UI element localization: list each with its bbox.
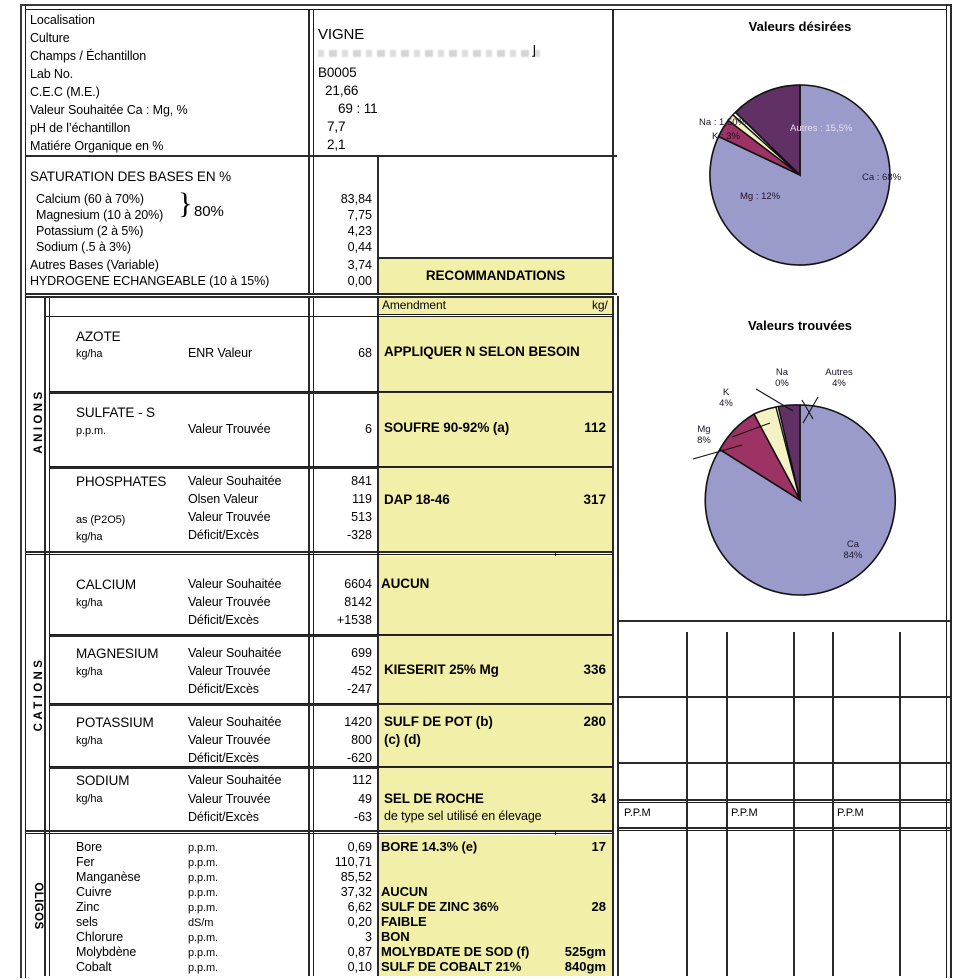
reco-calcium-line-0: AUCUN bbox=[381, 576, 430, 591]
cation-potassium-name: POTASSIUM bbox=[76, 715, 154, 730]
cation-sodium-value-0: 112 bbox=[352, 773, 372, 787]
cation-sodium-name: SODIUM bbox=[76, 773, 130, 788]
sat-label-4: Autres Bases (Variable) bbox=[30, 258, 159, 272]
amendment-header-bottom bbox=[377, 314, 613, 315]
ppm-label-2: P.P.M bbox=[731, 807, 758, 819]
cation-magnesium-unit: kg/ha bbox=[76, 666, 103, 678]
oligos-value-7: 0,87 bbox=[347, 945, 372, 959]
pie2-label-mg: Mg 8% bbox=[697, 424, 711, 446]
cation-sodium-unit: kg/ha bbox=[76, 793, 103, 805]
header-col-sep-c bbox=[612, 10, 614, 155]
pie2-label-autres: Autres 4% bbox=[825, 367, 853, 389]
cation-calcium-label-1: Valeur Trouvée bbox=[188, 595, 271, 609]
sat-value-3: 0,44 bbox=[347, 240, 372, 254]
oligos-reco-5: FAIBLE bbox=[381, 914, 427, 929]
saturation-title: SATURATION DES BASES EN % bbox=[30, 169, 232, 184]
chart-2-title: Valeurs trouvées bbox=[747, 318, 853, 333]
pie2-label-na: Na 0% bbox=[775, 367, 789, 389]
cation-potassium-label-2: Déficit/Excès bbox=[188, 751, 259, 765]
anion-azote-name: AZOTE bbox=[76, 329, 121, 344]
anion-phosphates-label-2: Valeur Trouvée bbox=[188, 510, 271, 524]
reco-banner-top bbox=[377, 257, 613, 259]
anion-phosphates-unit: as (P2O5) bbox=[76, 514, 126, 526]
reco-potassium-line-0: SULF DE POT (b) bbox=[384, 714, 493, 729]
oligos-value-3: 37,32 bbox=[340, 885, 372, 899]
frame-right-outer bbox=[950, 4, 952, 978]
sat-label-0: Calcium (60 à 70%) bbox=[36, 192, 144, 206]
oligos-unit-5: dS/m bbox=[188, 917, 214, 929]
pie2-label-k: K 4% bbox=[719, 387, 733, 409]
header-label-6: pH de l’échantillon bbox=[30, 121, 131, 135]
oligos-unit-4: p.p.m. bbox=[188, 902, 218, 914]
header-value-mo: 2,1 bbox=[327, 137, 346, 152]
oligos-value-8: 0,10 bbox=[347, 960, 372, 974]
sat-col-sep-d bbox=[612, 157, 614, 293]
header-col-sep-a bbox=[308, 10, 310, 155]
pie1-label-na: Na : 1,50% bbox=[699, 117, 746, 128]
anion-sulfate-name: SULFATE - S bbox=[76, 405, 155, 420]
saturation-brace-note: 80% bbox=[194, 203, 224, 220]
anion-phosphates-label-1: Olsen Valeur bbox=[188, 492, 259, 506]
anion-sulfate-unit: p.p.m. bbox=[76, 425, 106, 437]
oligos-reco-value-7: 525gm bbox=[564, 944, 606, 959]
grid-v1 bbox=[686, 632, 688, 976]
cation-sodium-value-2: -63 bbox=[353, 810, 372, 824]
section-label-oligos: OLIGOS bbox=[32, 882, 44, 930]
oligos-unit-2: p.p.m. bbox=[188, 872, 218, 884]
oligos-reco-8: SULF DE COBALT 21% bbox=[381, 959, 522, 974]
pie2-label-ca: Ca 84% bbox=[843, 539, 863, 561]
cation-sodium-label-0: Valeur Souhaitée bbox=[188, 773, 282, 787]
grid-v2 bbox=[726, 632, 728, 976]
reco-sulfate-value: 112 bbox=[584, 420, 606, 435]
reco-sulfate-line-0: SOUFRE 90-92% (a) bbox=[384, 420, 510, 435]
cation-magnesium-label-1: Valeur Trouvée bbox=[188, 664, 271, 678]
oligos-reco-3: AUCUN bbox=[381, 884, 428, 899]
reco-bg-phosphates bbox=[379, 468, 612, 551]
anion-azote-line-value: 68 bbox=[358, 346, 372, 360]
oligos-unit-7: p.p.m. bbox=[188, 947, 218, 959]
anion-phosphates-label-3: Déficit/Excès bbox=[188, 528, 259, 542]
reco-sodium-line-0: SEL DE ROCHE bbox=[384, 791, 484, 806]
oligos-unit-3: p.p.m. bbox=[188, 887, 218, 899]
row-sep-cations-end2 bbox=[25, 833, 613, 834]
cation-sodium-label-2: Déficit/Excès bbox=[188, 810, 259, 824]
oligos-name-1: Fer bbox=[76, 855, 95, 869]
oligos-name-3: Cuivre bbox=[76, 885, 112, 899]
sat-label-1: Magnesium (10 à 20%) bbox=[36, 208, 164, 222]
header-value-camg: 69 : 11 bbox=[338, 101, 378, 116]
cation-magnesium-value-0: 699 bbox=[351, 646, 372, 660]
oligos-name-4: Zinc bbox=[76, 900, 100, 914]
header-value-culture: VIGNE bbox=[318, 26, 365, 43]
sat-value-4: 3,74 bbox=[347, 258, 372, 272]
oligos-reco-value-8: 840gm bbox=[564, 959, 606, 974]
cation-potassium-label-0: Valeur Souhaitée bbox=[188, 715, 282, 729]
ppm-label-0: P.P.M bbox=[624, 807, 651, 819]
oligos-value-5: 0,20 bbox=[347, 915, 372, 929]
oligos-reco-7: MOLYBDATE DE SOD (f) bbox=[381, 944, 530, 959]
anion-phosphates-value-0: 841 bbox=[351, 474, 372, 488]
cation-calcium-value-0: 6604 bbox=[344, 577, 372, 591]
section-label-anions: ANIONS bbox=[33, 388, 45, 454]
cation-calcium-name: CALCIUM bbox=[76, 577, 137, 592]
grid-top bbox=[617, 620, 950, 622]
oligos-reco-value-0: 17 bbox=[591, 839, 606, 854]
reco-magnesium-value: 336 bbox=[583, 662, 606, 677]
header-value-redaction-mark: ⌋ bbox=[531, 43, 536, 58]
amendment-header-label: Amendment bbox=[382, 298, 446, 312]
oligos-name-8: Cobalt bbox=[76, 960, 112, 974]
oligos-value-0: 0,69 bbox=[347, 840, 372, 854]
reco-potassium-value: 280 bbox=[583, 714, 606, 729]
header-label-0: Localisation bbox=[30, 13, 95, 27]
cation-potassium-value-1: 800 bbox=[351, 733, 372, 747]
grid-v5 bbox=[899, 632, 901, 976]
reco-sodium-line-1: de type sel utilisé en élevage bbox=[384, 809, 542, 823]
sat-value-5: 0,00 bbox=[347, 274, 372, 288]
anion-phosphates-name: PHOSPHATES bbox=[76, 474, 167, 489]
cation-magnesium-label-2: Déficit/Excès bbox=[188, 682, 259, 696]
oligos-unit-6: p.p.m. bbox=[188, 932, 218, 944]
oligos-name-7: Molybdène bbox=[76, 945, 137, 959]
anion-azote-line-label: ENR Valeur bbox=[188, 346, 253, 360]
anion-azote-unit: kg/ha bbox=[76, 348, 103, 360]
header-label-7: Matiére Organique en % bbox=[30, 139, 164, 153]
cation-magnesium-name: MAGNESIUM bbox=[76, 646, 159, 661]
pie1-label-ca: Ca : 68% bbox=[862, 172, 902, 183]
oligos-reco-6: BON bbox=[381, 929, 410, 944]
header-value-cec: 21,66 bbox=[325, 83, 359, 98]
header-value-champs-redacted bbox=[318, 50, 540, 57]
row-sep-anions-end2 bbox=[25, 554, 613, 555]
header-label-3: Lab No. bbox=[30, 67, 74, 81]
cation-magnesium-label-0: Valeur Souhaitée bbox=[188, 646, 282, 660]
section-label-cations: CATIONS bbox=[33, 656, 45, 732]
anion-phosphates-value-1: 119 bbox=[352, 492, 372, 506]
main-top bbox=[25, 296, 613, 298]
anion-sulfate-line-label: Valeur Trouvée bbox=[188, 422, 271, 436]
header-label-2: Champs / Échantillon bbox=[30, 49, 147, 63]
grid-v4 bbox=[832, 632, 834, 976]
anion-phosphates-value-2: 513 bbox=[351, 510, 372, 524]
cation-sodium-value-1: 49 bbox=[358, 792, 372, 806]
anion-phosphates-unit2: kg/ha bbox=[76, 531, 103, 543]
row-sep-anions-end bbox=[25, 551, 613, 553]
sat-col-sep-a bbox=[308, 157, 310, 293]
reco-bg-calcium bbox=[379, 556, 612, 634]
cation-calcium-label-0: Valeur Souhaitée bbox=[188, 577, 282, 591]
oligos-unit-8: p.p.m. bbox=[188, 962, 218, 974]
reco-magnesium-line-0: KIESERIT 25% Mg bbox=[384, 662, 499, 677]
sat-col-sep-b bbox=[313, 157, 314, 293]
header-value-labno: B0005 bbox=[318, 65, 357, 80]
header-label-4: C.E.C (M.E.) bbox=[30, 85, 100, 99]
oligos-name-2: Manganèse bbox=[76, 870, 141, 884]
header-col-sep-b bbox=[313, 10, 314, 155]
oligos-name-0: Bore bbox=[76, 840, 103, 854]
cation-sodium-label-1: Valeur Trouvée bbox=[188, 792, 271, 806]
pie1-label-mg: Mg : 12% bbox=[740, 191, 781, 202]
reco-potassium-line-1: (c) (d) bbox=[384, 732, 421, 747]
oligos-value-2: 85,52 bbox=[340, 870, 372, 884]
anion-sulfate-line-value: 6 bbox=[365, 422, 372, 436]
cation-calcium-label-2: Déficit/Excès bbox=[188, 613, 259, 627]
header-bottom bbox=[25, 155, 617, 157]
reco-sodium-value: 34 bbox=[590, 791, 606, 806]
oligos-name-6: Chlorure bbox=[76, 930, 124, 944]
cation-magnesium-value-1: 452 bbox=[351, 664, 372, 678]
sat-value-1: 7,75 bbox=[347, 208, 372, 222]
grid-v3 bbox=[793, 632, 795, 976]
cation-magnesium-value-2: -247 bbox=[346, 682, 372, 696]
sat-label-5: HYDROGENE ECHANGEABLE (10 à 15%) bbox=[30, 274, 270, 288]
saturation-brace-icon: } bbox=[178, 187, 193, 220]
reco-azote-line-0: APPLIQUER N SELON BESOIN bbox=[384, 344, 580, 359]
sat-label-3: Sodium (.5 à 3%) bbox=[36, 240, 131, 254]
row-sep-cations-end bbox=[25, 830, 613, 832]
recommendations-title: RECOMMANDATIONS bbox=[425, 268, 566, 283]
oligos-name-5: sels bbox=[76, 915, 98, 929]
sat-label-2: Potassium (2 à 5%) bbox=[36, 224, 144, 238]
oligos-reco-4: SULF DE ZINC 36% bbox=[381, 899, 499, 914]
oligos-reco-0: BORE 14.3% (e) bbox=[381, 839, 478, 854]
cation-calcium-unit: kg/ha bbox=[76, 597, 103, 609]
cation-potassium-unit: kg/ha bbox=[76, 735, 103, 747]
anion-phosphates-label-0: Valeur Souhaitée bbox=[188, 474, 282, 488]
reco-phosphates-value: 317 bbox=[583, 492, 606, 507]
header-value-ph: 7,7 bbox=[327, 119, 346, 134]
right-panel-divider bbox=[617, 296, 619, 976]
cation-calcium-value-1: 8142 bbox=[344, 595, 372, 609]
sat-bottom bbox=[25, 293, 617, 295]
header-label-5: Valeur Souhaitée Ca : Mg, % bbox=[30, 103, 188, 117]
cation-potassium-value-2: -620 bbox=[346, 751, 372, 765]
oligos-reco-value-4: 28 bbox=[591, 899, 606, 914]
reco-phosphates-line-0: DAP 18-46 bbox=[384, 492, 450, 507]
sat-value-2: 4,23 bbox=[347, 224, 372, 238]
pie1-label-autres: Autres : 15,5% bbox=[790, 123, 853, 134]
cation-potassium-value-0: 1420 bbox=[344, 715, 372, 729]
oligos-value-4: 6,62 bbox=[347, 900, 372, 914]
cation-potassium-label-1: Valeur Trouvée bbox=[188, 733, 271, 747]
oligos-value-1: 110,71 bbox=[334, 855, 372, 869]
pie1-label-k: K : 3% bbox=[712, 131, 740, 142]
cation-calcium-value-2: +1538 bbox=[336, 613, 372, 627]
header-label-1: Culture bbox=[30, 31, 70, 45]
anion-phosphates-value-3: -328 bbox=[346, 528, 372, 542]
oligos-value-6: 3 bbox=[365, 930, 372, 944]
pie-chart-desired bbox=[650, 35, 950, 295]
oligos-unit-1: p.p.m. bbox=[188, 857, 218, 869]
ppm-label-4: P.P.M bbox=[837, 807, 864, 819]
oligos-unit-0: p.p.m. bbox=[188, 842, 218, 854]
chart-1-title: Valeurs désirées bbox=[748, 19, 852, 34]
amendment-header-unit: kg/ bbox=[592, 298, 608, 312]
sat-value-0: 83,84 bbox=[340, 192, 372, 206]
